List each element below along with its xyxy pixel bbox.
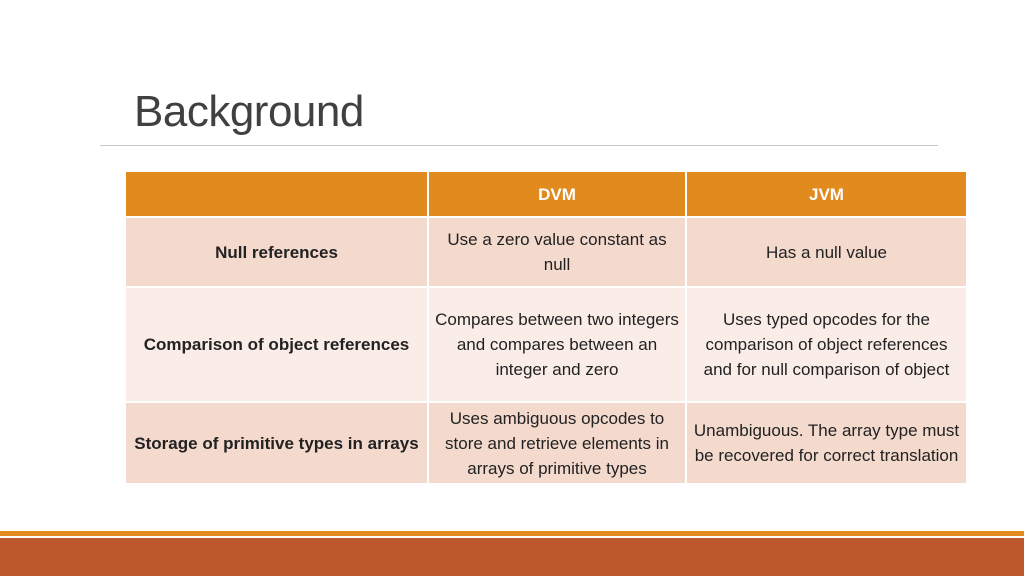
table-row [125,402,967,484]
dvm-cell: Compares between two integers and compares between an integer and zero [428,287,686,402]
comparison-table [124,170,968,485]
jvm-cell: Unambiguous. The array type must be recovered for correct translation [686,402,967,484]
dvm-cell: Use a zero value constant as null [428,217,686,287]
header-cell-dvm: DVM [428,171,686,217]
row-label: Comparison of object references [125,287,428,402]
header-cell-empty [125,171,428,217]
title-divider [100,145,938,146]
dvm-cell: Uses ambiguous opcodes to store and retrieve elements in arrays of primitive types [428,402,686,484]
footer-band [0,538,1024,576]
slide-title: Background [134,87,364,136]
row-label: Null references [125,217,428,287]
table-row [125,217,967,287]
header-cell-jvm: JVM [686,171,967,217]
jvm-cell: Has a null value [686,217,967,287]
row-label: Storage of primitive types in arrays [125,402,428,484]
footer-accent-line [0,531,1024,536]
table-header-row [125,171,967,217]
jvm-cell: Uses typed opcodes for the comparison of object references and for null comparison of object [686,287,967,402]
table-row [125,287,967,402]
